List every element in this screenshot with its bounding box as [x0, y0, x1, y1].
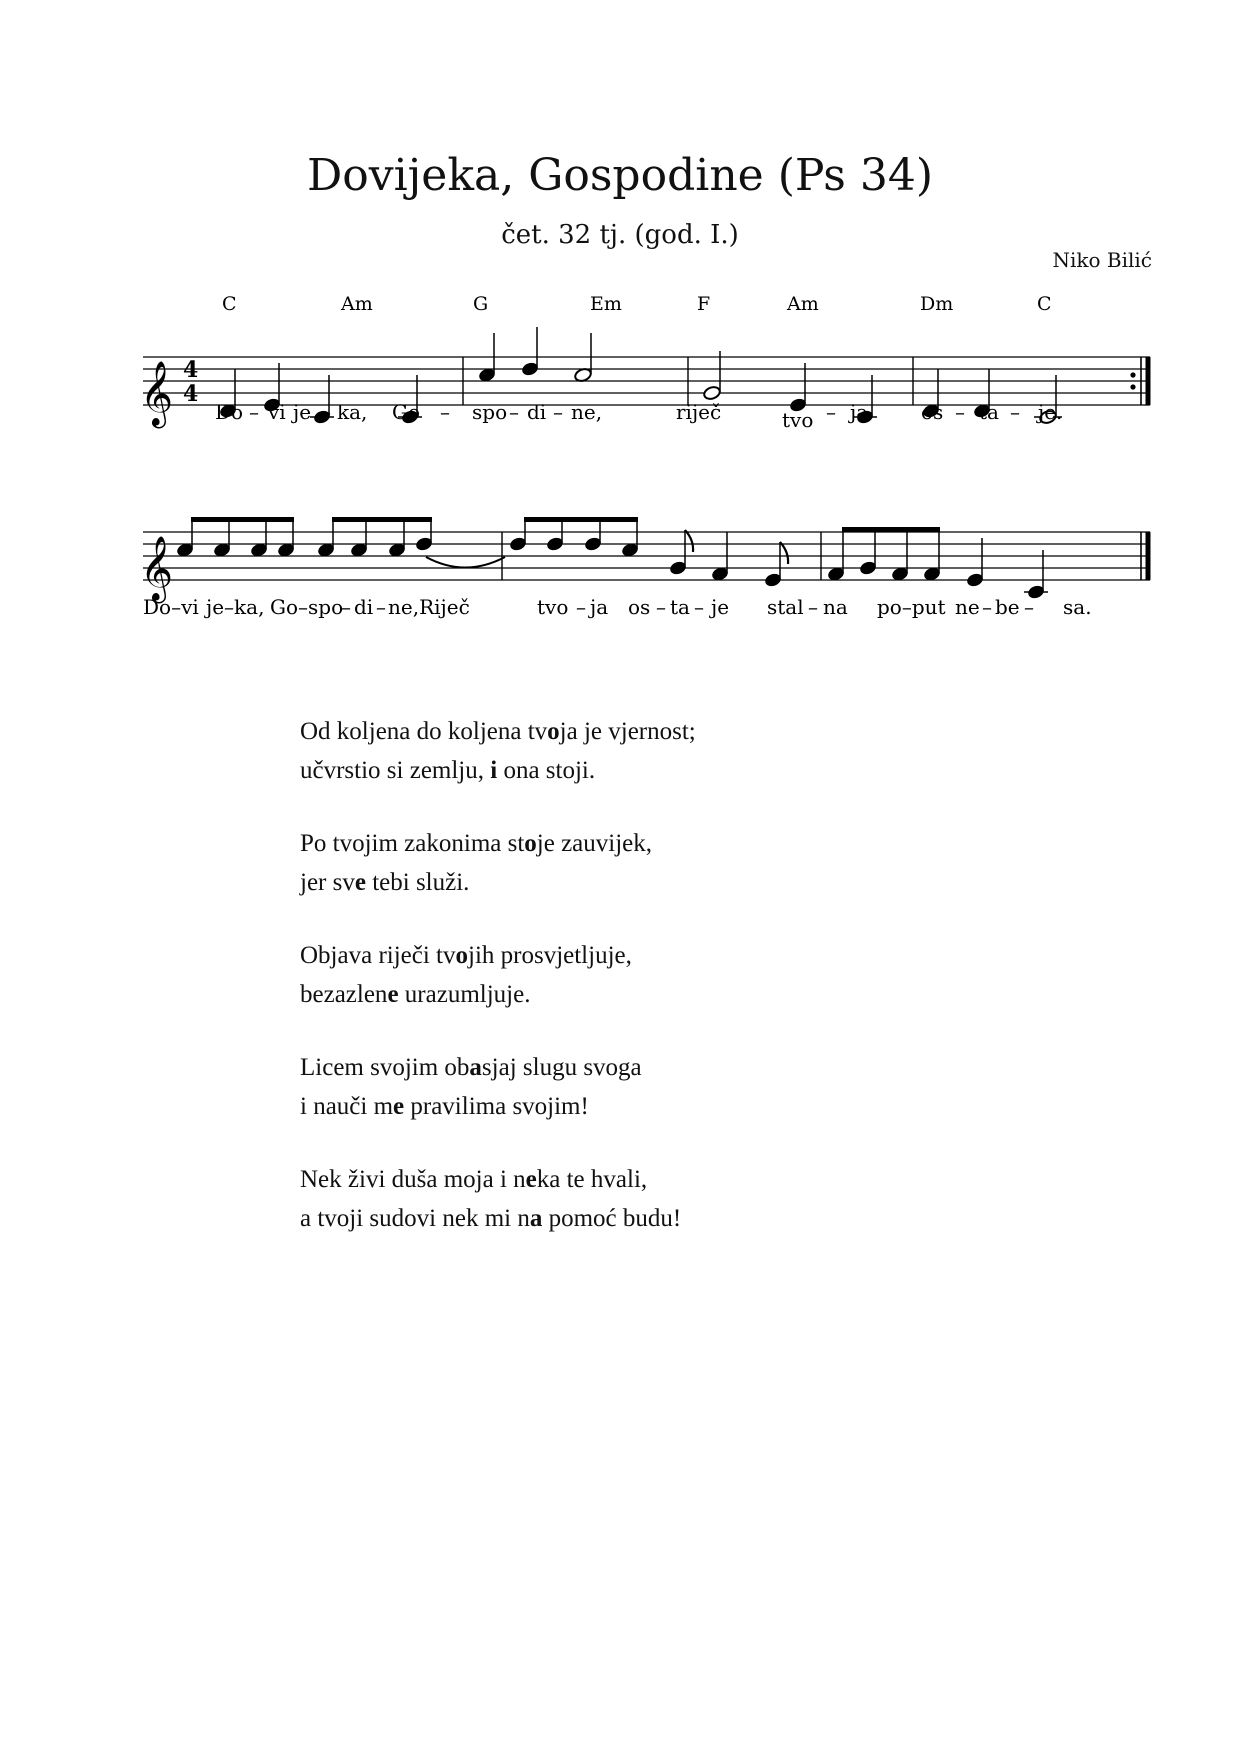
note [711, 532, 729, 582]
verse-line: jer sve tebi služi. [300, 869, 470, 896]
chord-symbol: C [1037, 293, 1052, 315]
page-subtitle: čet. 32 tj. (god. I.) [501, 220, 739, 250]
lyrics-line-2 [143, 595, 1092, 619]
tie [426, 557, 505, 568]
lyric-syllable: je [711, 595, 730, 619]
music-score [0, 0, 1240, 660]
verse-line: učvrstio si zemlju, i ona stoji. [300, 757, 596, 784]
chord-symbol: F [697, 293, 711, 315]
lyric-syllable: ja [850, 400, 869, 424]
chord-symbol: C [222, 293, 237, 315]
half-note [574, 333, 593, 383]
lyric-hyphen: – [341, 595, 351, 619]
verse-line: Po tvojim zakonima stoje zauvijek, [300, 830, 653, 857]
beamed-group [317, 517, 433, 558]
stanza [300, 1160, 696, 1238]
lyric-syllable: Do [215, 400, 244, 424]
treble-clef-icon: 𝄞 [140, 536, 174, 601]
note [521, 327, 539, 377]
lyric-syllable: riječ [676, 400, 722, 424]
treble-clef-icon: 𝄞 [140, 361, 174, 426]
verse-line: a tvoji sudovi nek mi na pomoć budu! [300, 1205, 682, 1232]
lyric-hyphen: – [509, 400, 519, 424]
time-signature-top: 4 [183, 357, 199, 383]
verse-line: bezazlene urazumljuje. [300, 981, 531, 1008]
staff-1-lines [143, 357, 1150, 405]
lyric-hyphen: – [826, 400, 836, 424]
lyric-syllable: stal [767, 595, 804, 619]
lyric-syllable: ne, [571, 400, 603, 424]
staff-2-lines [143, 532, 1150, 580]
beamed-group [509, 517, 639, 558]
note [789, 363, 807, 413]
stressed-vowel: o [524, 830, 537, 857]
psalm-verses [300, 712, 696, 1272]
lyric-syllable: di [527, 400, 547, 424]
lyric-syllable: po–put [877, 595, 946, 619]
lyric-syllable: ne,Riječ [388, 595, 470, 619]
lyric-hyphen: – [694, 595, 704, 619]
stanza [300, 712, 696, 790]
lyric-hyphen: – [1024, 595, 1034, 619]
lyric-syllable: na [823, 595, 848, 619]
repeat-dot-lower [1130, 384, 1135, 389]
lyric-hyphen: – [376, 595, 386, 619]
system-2 [140, 517, 1150, 619]
stressed-vowel: e [525, 1166, 537, 1193]
lyric-syllable: di [354, 595, 374, 619]
time-signature-bottom: 4 [183, 381, 199, 407]
lyric-hyphen: – [321, 400, 331, 424]
lyric-syllable: sa. [1063, 595, 1092, 619]
stanza [300, 1048, 696, 1126]
lyric-syllable: ta [670, 595, 690, 619]
lyric-hyphen: – [440, 400, 450, 424]
note [478, 333, 496, 383]
chord-symbol: Am [341, 293, 373, 315]
page-title: Dovijeka, Gospodine (Ps 34) [306, 150, 934, 201]
stressed-vowel: o [455, 942, 468, 969]
stressed-vowel: a [469, 1054, 482, 1081]
lyric-syllable: Go [392, 400, 421, 424]
chord-symbol: Em [590, 293, 622, 315]
verse-line: Objava riječi tvojih prosvjetljuje, [300, 942, 632, 969]
eighth-note [764, 542, 788, 588]
lyric-syllable: je [293, 400, 312, 424]
lyric-syllable: Go–spo [270, 595, 344, 619]
stanza [300, 824, 696, 902]
lyric-syllable: ka, [337, 400, 368, 424]
lyric-syllable: je–ka, [206, 595, 265, 619]
lyric-hyphen: – [808, 595, 818, 619]
note [1024, 550, 1048, 600]
note [966, 538, 984, 588]
lyric-syllable: os [628, 595, 651, 619]
chord-symbols [222, 293, 1052, 315]
verse-line: Od koljena do koljena tvoja je vjernost; [300, 718, 696, 745]
lyric-syllable: Do–vi [143, 595, 199, 619]
lyric-syllable: tvo [537, 595, 569, 619]
lyric-hyphen: – [553, 400, 563, 424]
lyric-syllable: je. [1038, 400, 1063, 424]
lyric-syllable: be [995, 595, 1020, 619]
stressed-vowel: i [490, 757, 498, 784]
stressed-vowel: e [387, 981, 399, 1008]
lyric-hyphen: – [982, 595, 992, 619]
lyric-syllable: ja [590, 595, 609, 619]
stressed-vowel: e [354, 869, 366, 896]
lyric-hyphen: – [1010, 400, 1020, 424]
chord-symbol: G [473, 293, 489, 315]
lyric-syllable: vi [268, 400, 286, 424]
composer-name: Niko Bilić [1052, 248, 1152, 272]
lyric-hyphen: – [249, 400, 259, 424]
verse-line: i nauči me pravilima svojim! [300, 1093, 589, 1120]
half-note [703, 351, 722, 401]
stressed-vowel: o [547, 718, 560, 745]
lyric-hyphen: – [955, 400, 965, 424]
chord-symbol: Am [787, 293, 819, 315]
lyric-syllable: tvo [782, 408, 814, 432]
lyric-hyphen: – [656, 595, 666, 619]
verse-line: Licem svojim obasjaj slugu svoga [300, 1054, 642, 1081]
lyric-syllable: os [921, 400, 944, 424]
lyric-syllable: ta [979, 400, 999, 424]
stressed-vowel: a [529, 1205, 543, 1232]
beamed-group [176, 517, 295, 558]
eighth-note [669, 530, 693, 576]
stanza [300, 936, 696, 1014]
system-1 [140, 293, 1150, 432]
stressed-vowel: e [393, 1093, 405, 1120]
lyric-hyphen: – [576, 595, 586, 619]
verse-line: Nek živi duša moja i neka te hvali, [300, 1166, 648, 1193]
repeat-dot-upper [1130, 372, 1135, 377]
lyric-syllable: ne [955, 595, 980, 619]
beamed-group [827, 527, 941, 582]
chord-symbol: Dm [920, 293, 954, 315]
lyric-syllable: spo [472, 400, 508, 424]
staff-2-notes [176, 517, 1048, 600]
